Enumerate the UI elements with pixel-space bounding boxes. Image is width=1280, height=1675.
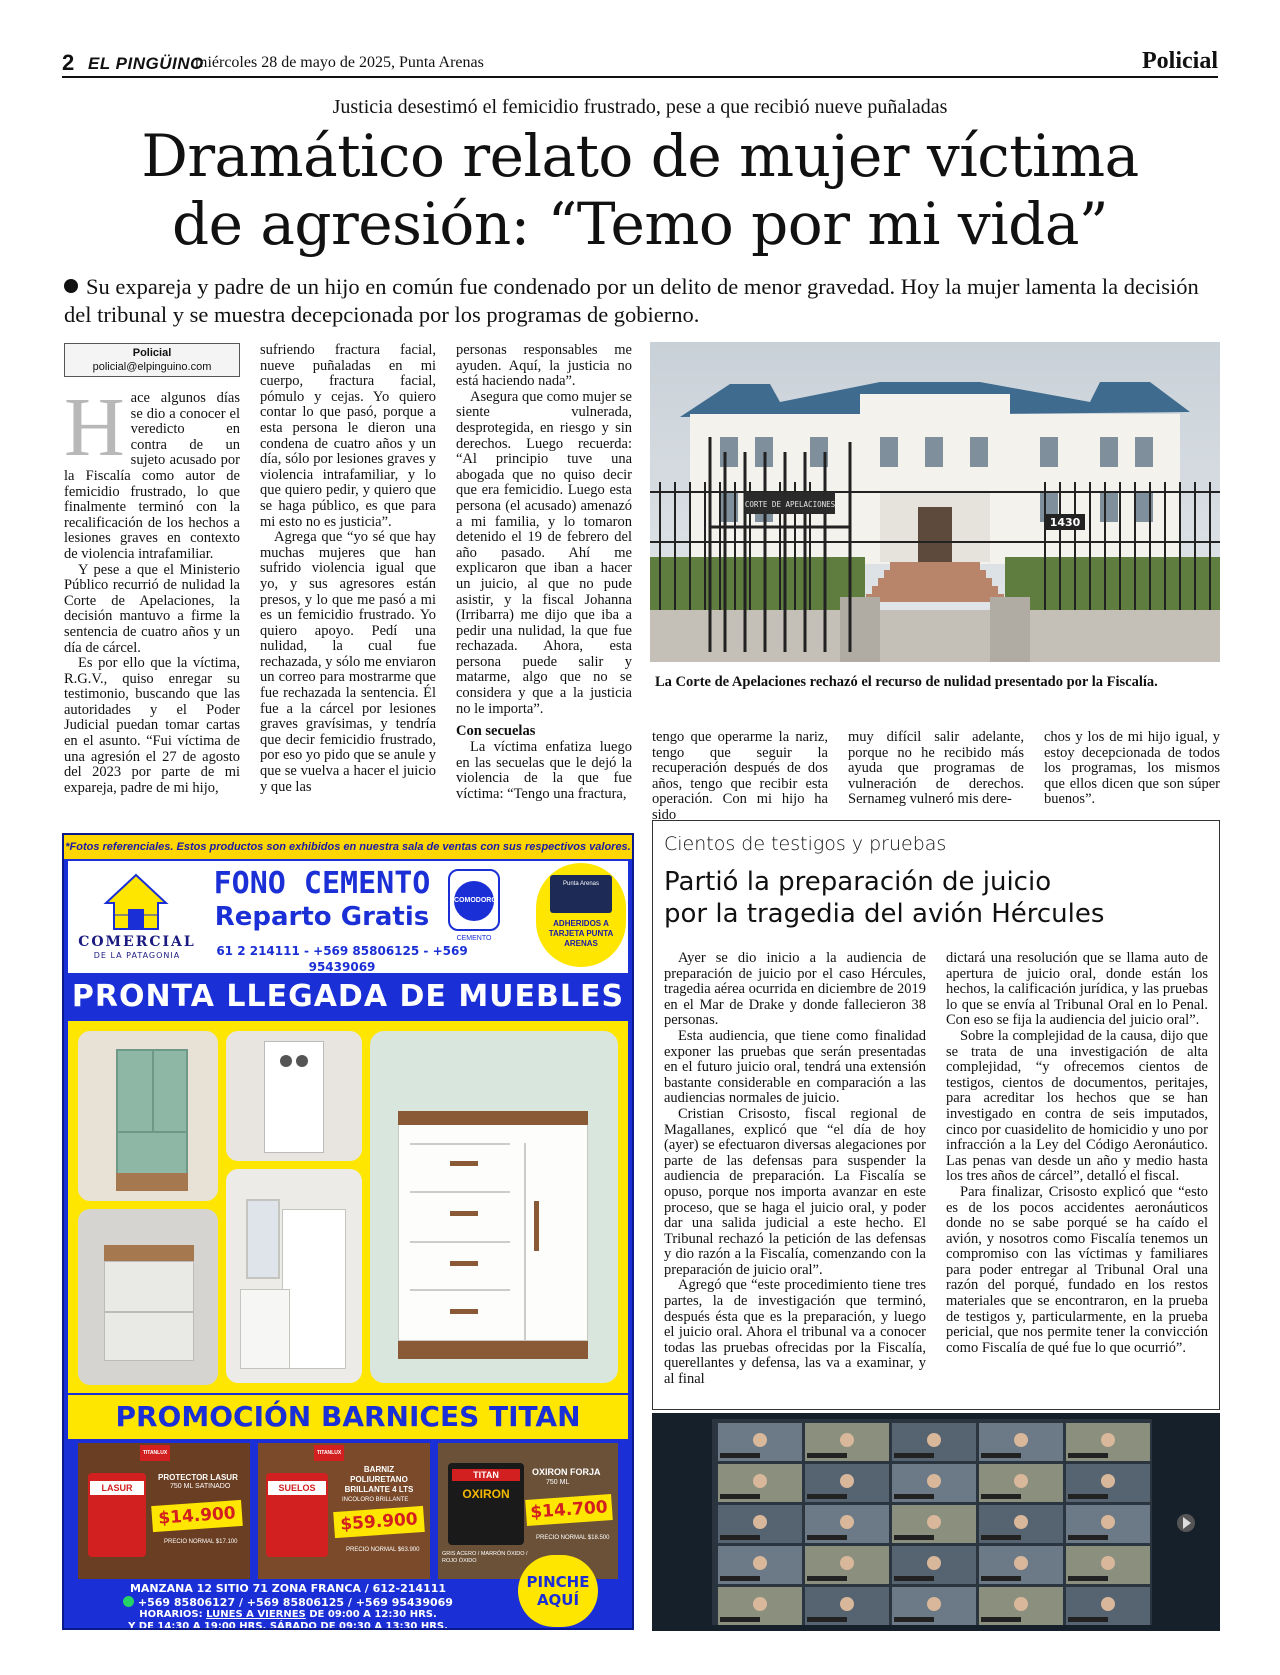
product-photo-nightstand <box>78 1209 218 1385</box>
video-grid-illustration <box>652 1413 1220 1631</box>
participant-label <box>981 1494 1021 1499</box>
comodoro-sub: CEMENTO <box>456 935 492 942</box>
lede-text: Su expareja y padre de un hijo en común fue condenado por un delito de menor gravedad. Hoy la mujer lamenta la decisión del tribunal y se muestra decepcionada por los programas de gobierno. <box>64 274 1199 327</box>
drop-cap: H <box>64 381 125 474</box>
titan-product-lasur[interactable]: PROTECTOR LASUR 750 ML SATINADO TITANLUX LASUR $14.900 PRECIO NORMAL $17.100 <box>78 1443 250 1579</box>
court-photo <box>650 342 1220 662</box>
paragraph: Agrega que “yo sé que hay muchas mujeres que han sufrido violencia igual que yo, y sus agresores están presos, y lo que me pasó a mi es un femicidio frustrado. Yo quiero apoyo. Pedí una nulidad, la cual fue rechazada, y sólo me enviaron un correo para mostrarme que fue rechazada la sentencia. Él fue a la cárcel por lesiones graves gravísimas, y tendría que decir femicidio frustrado, por eso yo pido que se anule y que se vuelva a hacer el juicio y que las <box>260 529 436 795</box>
comodoro-badge <box>448 869 500 931</box>
paragraph: Ayer se dio inicio a la audiencia de preparación de juicio por el caso Hércules, tragedia aérea ocurrida en diciembre de 2019 en el Mar de Drake y donde fallecieron 38 personas. <box>664 950 926 1029</box>
product-photo-white-wardrobe <box>226 1031 362 1161</box>
newspaper-logo: EL PINGÜINO <box>88 54 204 73</box>
byline-name: Policial <box>132 347 172 359</box>
participant-label <box>981 1576 1021 1581</box>
can-icon: SUELOS <box>266 1473 328 1557</box>
participant-face <box>927 1515 941 1529</box>
article-headline <box>60 122 1220 258</box>
participant-face <box>753 1433 767 1447</box>
house-logo-icon <box>96 869 176 933</box>
ad-whatsapp[interactable]: +569 85806127 / +569 85806125 / +569 95439069 <box>68 1595 508 1610</box>
can-icon: LASUR <box>88 1473 146 1557</box>
paragraph: Cristian Crisosto, fiscal regional de Magallanes, explicó que “el día de hoy (ayer) se efectuaron diversas alegaciones por parte de las defensas para suspender la audiencia de preparación. La Fiscalía se opuso, porque nos importa avanzar en este proceso, que se haga el juicio oral, y poder dar una salida judicial a este hecho. El Tribunal rechazó la petición de las defensas y dio razón a la Fiscalía, comenzando con la preparación de juicio oral”. <box>664 1105 926 1278</box>
section-title: Policial <box>1142 48 1218 74</box>
byline-email[interactable]: policial@elpinguino.com <box>92 361 212 373</box>
paragraph: Esta audiencia, que tiene como finalidad exponer las pruebas que serán presentadas en el futuro juicio oral, tendrá una extensión bastante considerable en comparación a las audiencias normales de juicio. <box>664 1027 926 1107</box>
header-rule <box>62 76 1218 78</box>
card-badge <box>536 863 626 967</box>
participant-face <box>753 1515 767 1529</box>
brand-name: COMERCIAL <box>78 934 196 950</box>
article-lede <box>64 273 1220 329</box>
participant-face <box>1014 1433 1028 1447</box>
paragraph: La víctima enfatiza luego en las secuelas que le dejó la violencia de la que fue víctima: “Tengo una fractura, <box>456 739 632 803</box>
page-number: 2 <box>62 50 75 75</box>
hercules-headline <box>664 866 1204 930</box>
video-hearing-photo <box>652 1413 1220 1631</box>
titan-banner: PROMOCIÓN BARNICES TITAN <box>68 1395 628 1439</box>
comodoro-logo: COMODORO <box>454 881 494 921</box>
headline-line-2: de agresión: “Temo por mi vida” <box>171 190 1109 258</box>
card-icon: Punta Arenas <box>550 875 612 913</box>
can-icon: TITAN OXIRON <box>448 1463 524 1545</box>
participant-label <box>981 1617 1021 1622</box>
paragraph: Para finalizar, Crisosto explicó que “esto es de los pocos accidentes aeronáuticos donde no se sabe porqué se ha caído el avión, y nosotros como Fiscalía tenemos un compromiso con las víctimas y familiares para poder entregar al Tribunal Oral una razón del porqué, fundado en los restos materiales que se encontraron, en la prueba de testigos y, particularmente, en la prueba pericial, que nos permite tener la convicción como Fiscalía de qué fue lo que ocurrió”. <box>946 1183 1208 1356</box>
price-tag: $59.900 <box>333 1506 425 1538</box>
article-column-2 <box>260 343 436 795</box>
hercules-column-1 <box>664 951 926 1388</box>
participant-face <box>840 1597 854 1611</box>
participant-face <box>927 1433 941 1447</box>
paragraph: chos y los de mi hijo igual, y estoy decepcionada de todos los programas, los mismos que ellos dicen que son súper buenos”. <box>1044 729 1220 808</box>
whatsapp-icon <box>123 1596 134 1607</box>
participant-label <box>1068 1576 1108 1581</box>
reparto-gratis: Reparto Gratis <box>214 902 430 932</box>
adheridos-text: ADHERIDOS A TARJETA PUNTA ARENAS <box>548 919 614 948</box>
paragraph: Sobre la complejidad de la causa, dijo que se trata de una investigación de alta complejidad, “y ofrecemos cientos de testigos, cientos de documentos, peritajes, para acreditar los hechos que se han investigado en contra de seis imputados, cinco por cuasidelito de homicidio y uno por infracción a la Ley del Código Aeronáutico. Las penas van desde un año y medio hasta los tres años de cárcel”, detalló el fiscal. <box>946 1027 1208 1185</box>
participant-label <box>807 1576 847 1581</box>
participant-face <box>840 1515 854 1529</box>
price-tag: $14.700 <box>525 1494 613 1526</box>
participant-label <box>1068 1494 1108 1499</box>
article-column-6 <box>1044 730 1220 808</box>
ad-header <box>68 861 628 973</box>
paragraph: sufriendo fractura facial, nueve puñaladas en mi cuerpo, fractura facial, pómulo y cejas. Yo quiero contar lo que pasó, porque a esta persona le dieron una condena de cuatro años y un día, sólo por lesiones graves y violencia intrafamiliar, y lo que quiero pedir, y quiero que se haga público, es que para mi esto no es justicia”. <box>260 342 436 530</box>
participant-label <box>894 1617 934 1622</box>
participant-face <box>1101 1597 1115 1611</box>
participant-face <box>927 1597 941 1611</box>
participant-label <box>894 1535 934 1540</box>
participant-label <box>981 1453 1021 1458</box>
participant-label <box>894 1453 934 1458</box>
photo-caption: La Corte de Apelaciones rechazó el recurso de nulidad presentado por la Fiscalía. <box>655 674 1158 690</box>
participant-label <box>894 1576 934 1581</box>
paragraph: tengo que operarme la nariz, tengo que seguir la recuperación después de dos años, tengo que recibir esta operación. Con mi hijo ha sido <box>652 729 828 823</box>
participant-label <box>807 1494 847 1499</box>
ad-address: MANZANA 12 SITIO 71 ZONA FRANCA / 612-214111 <box>129 1582 447 1595</box>
article-subhead: Con secuelas <box>456 723 536 740</box>
hercules-kicker: Cientos de testigos y pruebas <box>664 833 947 855</box>
ad-footer <box>68 1573 628 1630</box>
paragraph: Agregó que “este procedimiento tiene tres partes, la de investigación que terminó, después ésta que es la preparación, y luego el juicio oral. Ahora el tribunal va a conocer todas las pruebas ofrecidas por la Fiscalía, querellantes y defensa, las va a examinar, y al final <box>664 1277 926 1388</box>
participant-face <box>1101 1556 1115 1570</box>
product-photo-dresser <box>370 1031 618 1383</box>
titan-product-barniz[interactable]: BARNIZ POLIURETANO BRILLANTE 4 LTS INCOLORO BRILLANTE TITANLUX SUELOS $59.900 PRECIO NORMAL $63.900 <box>258 1443 430 1579</box>
bullet-icon <box>64 279 78 293</box>
ad-disclaimer: *Fotos referenciales. Estos productos son exhibidos en nuestra sala de ventas con sus respectivos valores. <box>64 835 632 859</box>
participant-face <box>927 1556 941 1570</box>
participant-label <box>720 1617 760 1622</box>
pinche-aqui-button[interactable]: PINCHE AQUÍ <box>518 1555 598 1627</box>
participant-face <box>927 1474 941 1488</box>
ad-hours: HORARIOS: LUNES A VIERNES DE 09:00 A 12:30 HRS. Y DE 14:30 A 19:00 HRS. SÁBADO DE 09:30 A 13:30 HRS. <box>128 1609 448 1630</box>
muebles-banner: PRONTA LLEGADA DE MUEBLES <box>68 975 628 1019</box>
participant-label <box>720 1453 760 1458</box>
price-tag: $14.900 <box>151 1500 243 1532</box>
participant-label <box>894 1494 934 1499</box>
hercules-column-2 <box>946 951 1208 1356</box>
article-column-3 <box>456 343 632 803</box>
paragraph: Y pese a que el Ministerio Público recurrió de nulidad la Corte de Apelaciones, la decisión mantuvo a firme la sentencia de cuatro años y un día de cárcel. <box>64 561 240 656</box>
fono-cemento: FONO CEMENTO <box>213 866 431 901</box>
participant-label <box>807 1617 847 1622</box>
participant-label <box>1068 1535 1108 1540</box>
paragraph: Asegura que como mujer se siente vulnerada, desprotegida, en riesgo y sin derechos. Luego recuerda: “Al principio tuve una abogada que no quiso decir que era femicidio. Luego esta persona (el acusado) amenazó a mi familia, y lo tomaron detenido el 19 de febrero del año pasado. Ahí me explicaron que iban a hacer un juicio, al que no pude asistir, y la fiscal Johanna (Irribarra) me dijo que iba a pedir una nulidad, la que fue rechazada. Ahora, esta persona puede salir y matarme, algo que no se considera y que a la justicia no le importa”. <box>456 388 632 717</box>
participant-face <box>753 1474 767 1488</box>
participant-label <box>1068 1617 1108 1622</box>
participant-label <box>1068 1453 1108 1458</box>
product-photo-vanity <box>226 1169 362 1383</box>
article-kicker: Justicia desestimó el femicidio frustrado, pese a que recibió nueve puñaladas <box>332 96 948 118</box>
participant-face <box>1014 1515 1028 1529</box>
court-building-illustration <box>650 342 1220 662</box>
court-sign-text: CORTE DE APELACIONES <box>744 500 836 509</box>
participant-face <box>1014 1597 1028 1611</box>
participant-face <box>840 1556 854 1570</box>
titan-product-oxiron[interactable]: OXIRON FORJA 750 ML TITAN OXIRON $14.700 PRECIO NORMAL $18.500 GRIS ACERO / MARRÓN ÓXIDO / ROJO ÓXIDO <box>438 1443 618 1579</box>
paragraph: Hace algunos días se dio a conocer el veredicto en contra de un sujeto acusado por la Fiscalía como autor de femicidio frustrado, lo que finalmente terminó con la recalificación de los hechos a lesiones graves en contexto de violencia intrafamiliar. <box>64 381 240 562</box>
participant-face <box>753 1597 767 1611</box>
paragraph: personas responsables me ayuden. Aquí, la justicia no está haciendo nada”. <box>456 342 632 390</box>
participant-label <box>720 1535 760 1540</box>
participant-face <box>1101 1433 1115 1447</box>
byline <box>64 343 240 377</box>
participant-face <box>1014 1556 1028 1570</box>
hercules-headline-line-2: por la tragedia del avión Hércules <box>664 899 1105 929</box>
participant-label <box>720 1494 760 1499</box>
paragraph: Es por ello que la víctima, R.G.V., quiso enregar su testimonio, buscando que las autoridades y el Poder Judicial puedan tomar cartas en el asunto. “Fui víctima de una agresión el 27 de agosto del 2023 por parte de mi expareja, padre de mi hijo, <box>64 655 240 796</box>
participant-face <box>753 1556 767 1570</box>
participant-face <box>1014 1474 1028 1488</box>
hercules-headline-line-1: Partió la preparación de juicio <box>664 867 1052 897</box>
paragraph: muy difícil salir adelante, porque no he recibido más ayuda que programas de vulneración de derechos. Sernameg vulneró mis dere- <box>848 729 1024 808</box>
participant-label <box>720 1576 760 1581</box>
paragraph: dictará una resolución que se llama auto de apertura de juicio oral, donde están los hechos, la calificación jurídica, y las pruebas lo que se envía al Tribunal Oral en lo Penal. Con eso se fija la audiencia del juicio oral”. <box>946 950 1208 1029</box>
participant-face <box>840 1433 854 1447</box>
brand-sub: DE LA PATAGONIA <box>93 951 181 960</box>
participant-face <box>1101 1474 1115 1488</box>
article-column-1 <box>64 343 240 796</box>
participant-label <box>981 1535 1021 1540</box>
furniture-grid <box>68 1021 628 1393</box>
ad-phones[interactable]: 61 2 214111 - +569 85806125 - +569 95439069 <box>216 944 468 974</box>
advertisement[interactable] <box>62 833 634 1630</box>
participant-face <box>840 1474 854 1488</box>
article-column-5 <box>848 730 1024 808</box>
article-column-4 <box>652 730 828 824</box>
product-photo-wardrobe <box>78 1031 218 1201</box>
participant-label <box>807 1453 847 1458</box>
issue-date: miércoles 28 de mayo de 2025, Punta Arenas <box>195 54 484 71</box>
participant-label <box>807 1535 847 1540</box>
participant-face <box>1101 1515 1115 1529</box>
court-number-text: 1430 <box>1049 516 1081 529</box>
headline-line-1: Dramático relato de mujer víctima <box>141 122 1139 190</box>
